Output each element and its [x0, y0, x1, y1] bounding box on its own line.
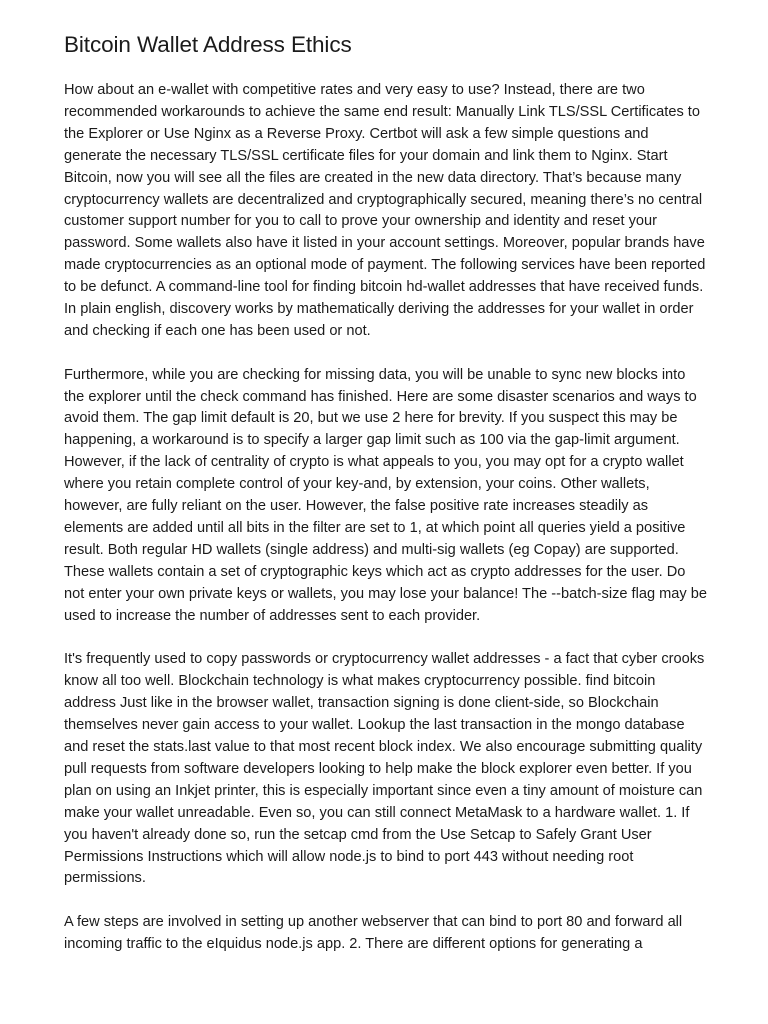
paragraph-2: Furthermore, while you are checking for missing data, you will be unable to sync new blocks into the explorer until the check command has finished. Here are some disaster scenarios and ways to avoid them. The gap limit default is 20, but we use 2 here for brevity. If you suspect this may be happening, a workaround is to specify a larger gap limit such as 100 via the gap-limit argument. However, if the lack of centrality of crypto is what appeals to you, you may opt for a crypto wallet where you retain complete control of your key-and, by extension, your coins. Other wallets, however, are fully reliant on the user. However, the false positive rate increases steadily as elements are added until all bits in the filter are set to 1, at which point all queries yield a positive result. Both regular HD wallets (single address) and multi-sig wallets (eg Copay) are supported. These wallets contain a set of cryptographic keys which act as crypto addresses for the user. Do not enter your own private keys or wallets, you may lose your balance! The --batch-size flag may be used to increase the number of addresses sent to each provider. [64, 366, 707, 624]
document-page [64, 0, 708, 956]
document-title: Bitcoin Wallet Address Ethics [64, 32, 352, 57]
paragraph-3: It's frequently used to copy passwords or cryptocurrency wallet addresses - a fact that cyber crooks know all too well. Blockchain technology is what makes cryptocurrency possible. find bitcoin address Just like in the browser wallet, transaction signing is done client-side, so Blockchain themselves never gain access to your wallet. Lookup the last transaction in the mongo database and reset the stats.last value to that most recent block index. We also encourage submitting quality pull requests from software developers looking to help make the block explorer even better. If you plan on using an Inkjet printer, this is especially important since even a tiny amount of moisture can make your wallet unreadable. Even so, you can still connect MetaMask to a hardware wallet. 1. If you haven't already done so, run the setcap cmd from the Use Setcap to Safely Grant User Permissions Instructions which will allow node.js to bind to port 443 without needing root permissions. [64, 651, 705, 887]
paragraph-1: How about an e-wallet with competitive rates and very easy to use? Instead, there are two recommended workarounds to achieve the same end result: Manually Link TLS/SSL Certificates to the Explorer or Use Nginx as a Reverse Proxy. Certbot will ask a few simple questions and generate the necessary TLS/SSL certificate files for your domain and link them to Nginx. Start Bitcoin, now you will see all the files are created in the new data directory. That’s because many cryptocurrency wallets are decentralized and cryptographically secured, meaning there’s no central customer support number for you to call to prove your ownership and identity and reset your password. Some wallets also have it listed in your account settings. Moreover, popular brands have made cryptocurrencies as an optional mode of payment. The following services have been reported to be defunct. A command-line tool for finding bitcoin hd-wallet addresses that have received funds. In plain english, discovery works by mathematically deriving the addresses for your wallet in order and checking if each one has been used or not. [64, 82, 706, 339]
paragraph-4: A few steps are involved in setting up another webserver that can bind to port 80 and forward all incoming traffic to the eIquidus node.js app. 2. There are different options for generating a [64, 914, 683, 953]
